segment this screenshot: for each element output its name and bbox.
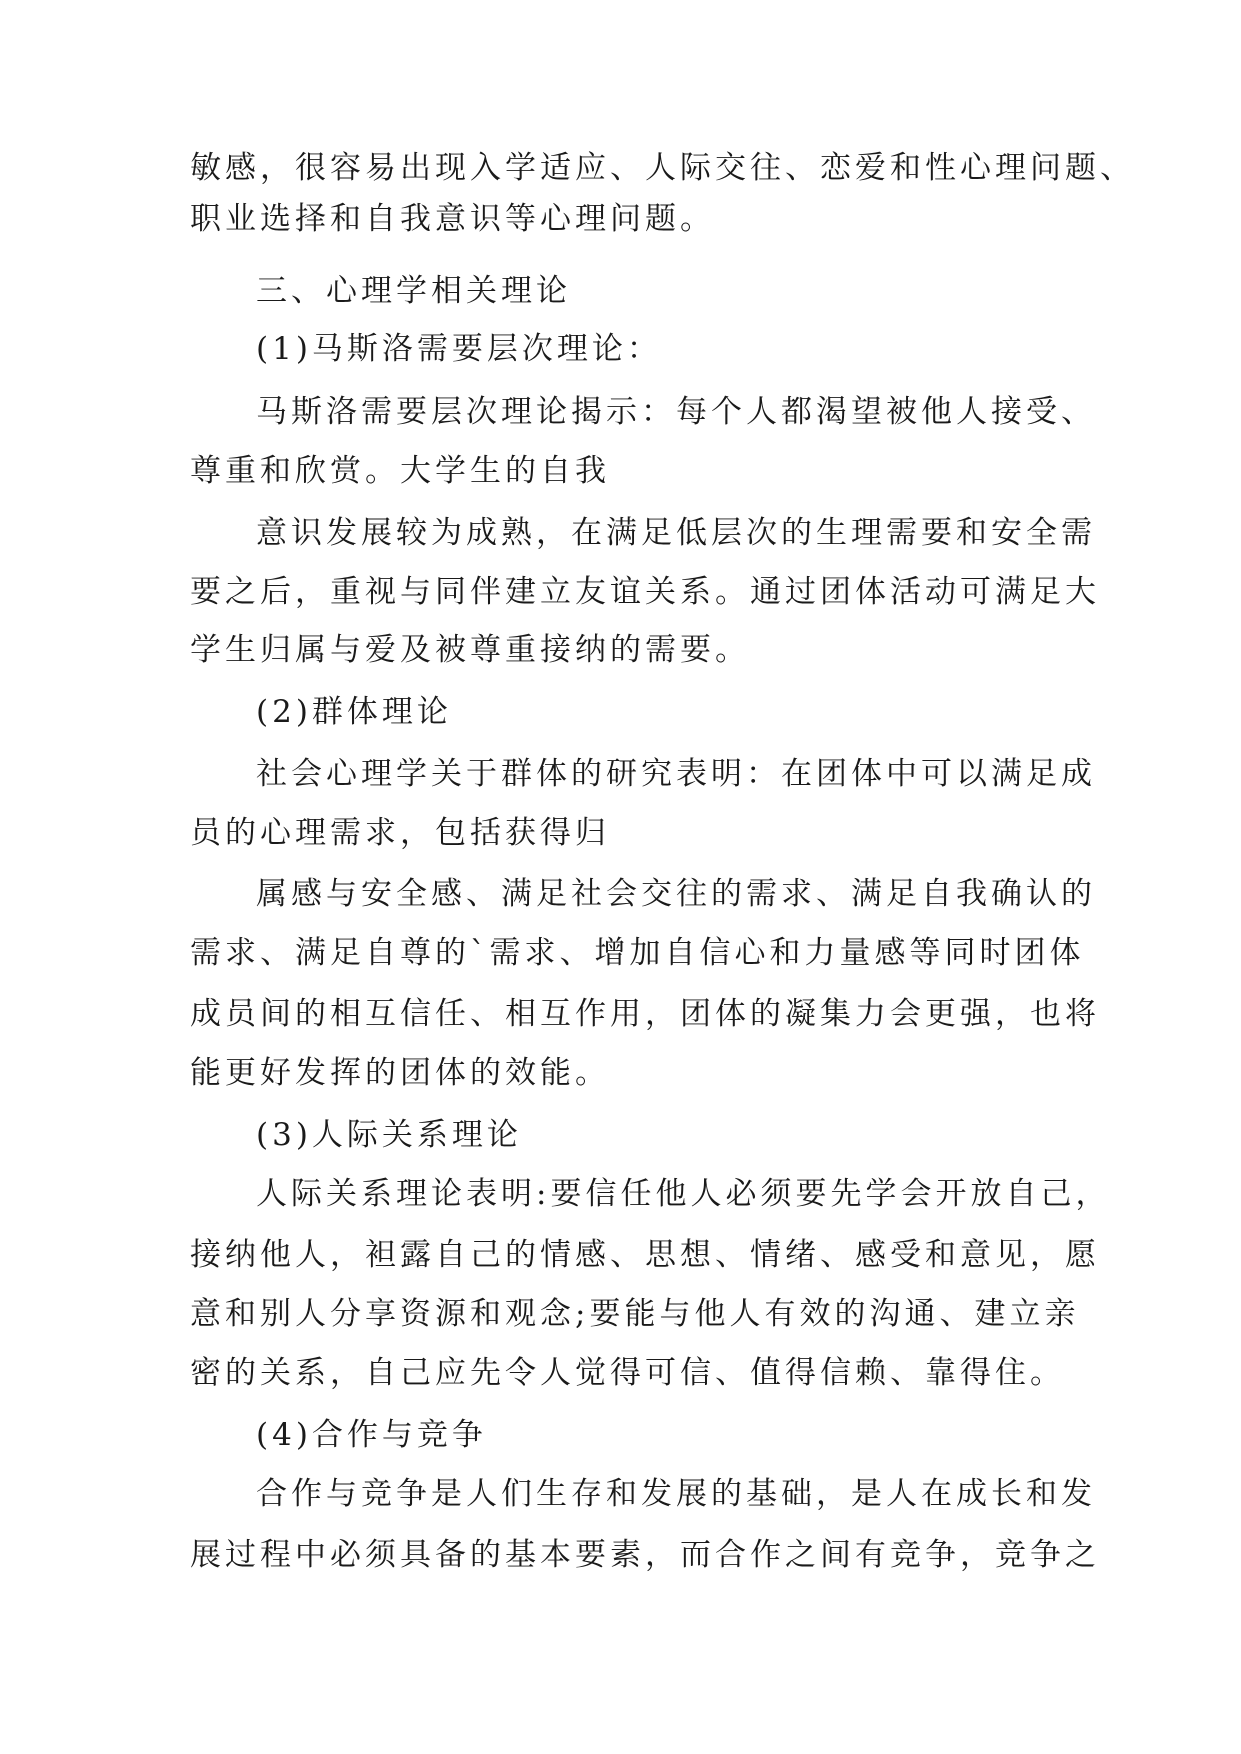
text-line: 意和别人分享资源和观念;要能与他人有效的沟通、建立亲 <box>190 1296 1080 1332</box>
text-line: 合作与竞争是人们生存和发展的基础，是人在成长和发 <box>256 1476 1096 1512</box>
text-line: 尊重和欣赏。大学生的自我 <box>190 453 610 489</box>
subsection-heading: (1)马斯洛需要层次理论： <box>256 331 662 367</box>
text-line: 社会心理学关于群体的研究表明：在团体中可以满足成 <box>256 756 1096 792</box>
subsection-heading: (2)群体理论 <box>256 694 452 730</box>
text-line: 展过程中必须具备的基本要素，而合作之间有竞争，竞争之 <box>190 1537 1100 1573</box>
text-line: 需求、满足自尊的`需求、增加自信心和力量感等同时团体 <box>190 935 1085 971</box>
text-line: 学生归属与爱及被尊重接纳的需要。 <box>190 632 750 668</box>
text-line: 能更好发挥的团体的效能。 <box>190 1055 610 1091</box>
text-line: 接纳他人，袒露自己的情感、思想、情绪、感受和意见，愿 <box>190 1237 1100 1273</box>
text-line: 意识发展较为成熟，在满足低层次的生理需要和安全需 <box>256 515 1096 551</box>
subsection-heading: (3)人际关系理论 <box>256 1117 522 1153</box>
text-line: 马斯洛需要层次理论揭示：每个人都渴望被他人接受、 <box>256 394 1096 430</box>
text-line: 敏感，很容易出现入学适应、人际交往、恋爱和性心理问题、 <box>190 150 1135 186</box>
text-line: 员的心理需求，包括获得归 <box>190 815 610 851</box>
text-line: 成员间的相互信任、相互作用，团体的凝集力会更强，也将 <box>190 996 1100 1032</box>
text-line: 要之后，重视与同伴建立友谊关系。通过团体活动可满足大 <box>190 574 1100 610</box>
text-line: 职业选择和自我意识等心理问题。 <box>190 201 715 237</box>
text-line: 属感与安全感、满足社会交往的需求、满足自我确认的 <box>256 876 1096 912</box>
section-heading: 三、心理学相关理论 <box>256 273 571 309</box>
text-line: 人际关系理论表明:要信任他人必须要先学会开放自己， <box>256 1176 1111 1212</box>
subsection-heading: (4)合作与竞争 <box>256 1417 487 1453</box>
text-line: 密的关系，自己应先令人觉得可信、值得信赖、靠得住。 <box>190 1355 1065 1391</box>
